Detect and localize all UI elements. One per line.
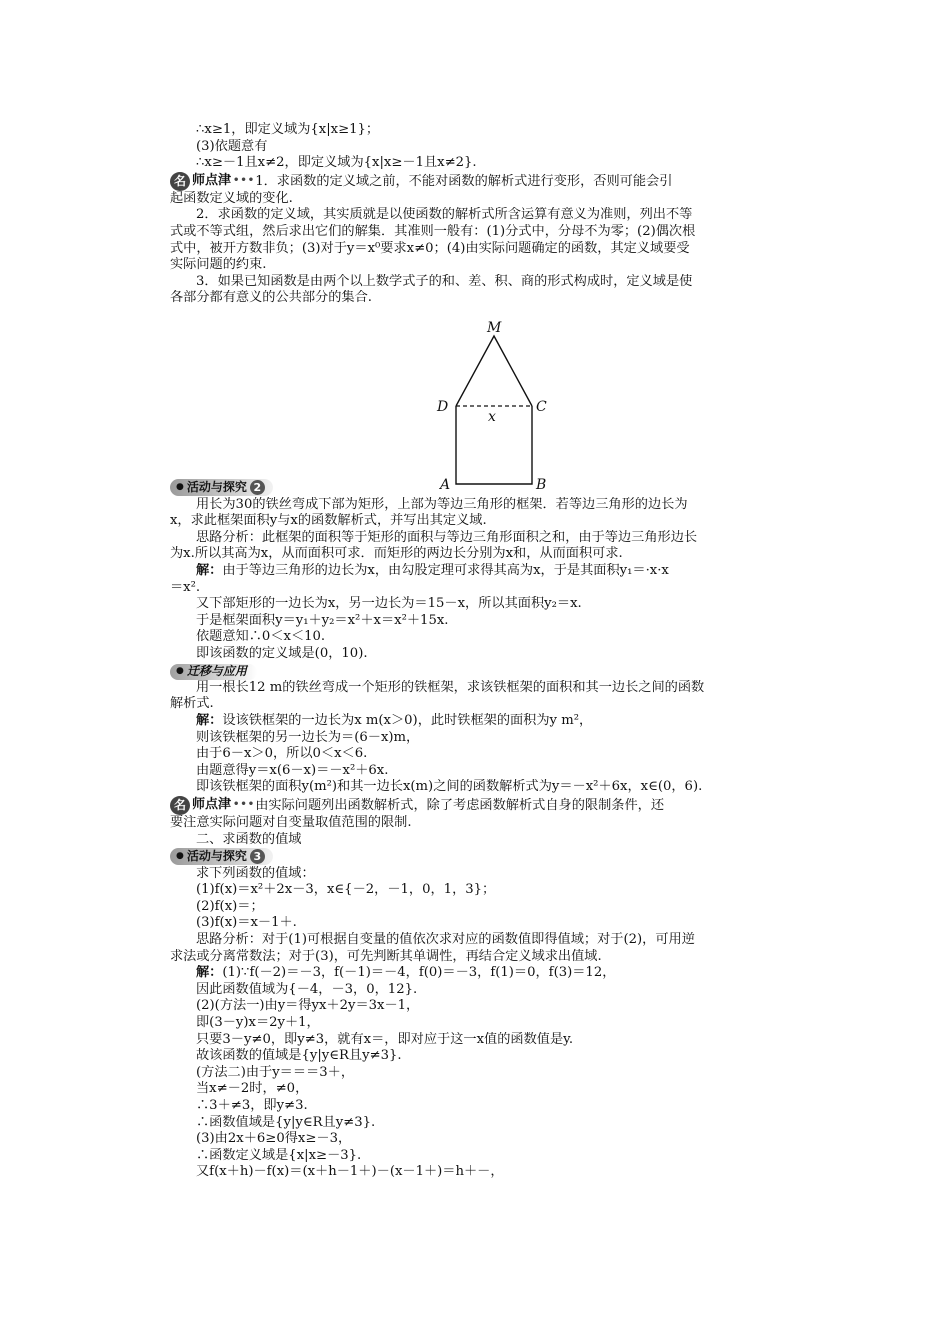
text-line: 用长为30的铁丝弯成下部为矩形，上部为等边三角形的框架．若等边三角形的边长为 (196, 496, 688, 512)
label-m: M (487, 320, 502, 336)
text-line: 因此函数值域为{－4，－3，0，12}. (196, 981, 418, 997)
label-d: D (437, 399, 449, 415)
text-line: 又下部矩形的一边长为x，另一边长为＝15－x，所以其面积y₂＝x. (196, 596, 582, 612)
label-c: C (536, 399, 547, 415)
bullet-icon: ● (176, 666, 184, 677)
activity-badge: ● 活动与探究 3 (170, 848, 273, 865)
text-line: 各部分都有意义的公共部分的集合. (170, 290, 373, 306)
frame-figure (432, 318, 562, 498)
text-line: 用一根长12 m的铁丝弯成一个矩形的铁框架，求该铁框架的面积和其一边长之间的函数 (196, 679, 705, 695)
text-line: 于是框架面积y＝y₁＋y₂＝x²＋x＝x²＋15x. (196, 612, 449, 628)
text-line: 1．求函数的定义域之前，不能对函数的解析式进行变形，否则可能会引 (255, 173, 673, 189)
text-line: (3)由2x＋6≥0得x≥－3， (196, 1131, 352, 1147)
text-line: 当x≠－2时，≠0， (196, 1081, 309, 1097)
text-line: ∴函数值域是{y|y∈R且y≠3}. (196, 1114, 376, 1130)
mingshi-badge: 名 师点津 ••• (170, 796, 255, 815)
text-line: 2．求函数的定义域，其实质就是以使函数的解析式所含运算有意义为准则，列出不等 (196, 207, 693, 223)
activity-badge: ● 活动与探究 2 (170, 479, 273, 496)
badge-circle-icon: 名 (170, 172, 190, 191)
text-line: (方法二)由于y＝＝＝3＋， (196, 1064, 355, 1080)
text-line: 即该函数的定义域是(0，10). (196, 645, 368, 661)
triangle-edges (456, 336, 532, 406)
text-line: 式或不等式组，然后求出它们的解集．其准则一般有：(1)分式中，分母不为零；(2)偶次根 (170, 223, 696, 239)
text-line: 只要3－y≠0，即y≠3，就有x＝，即对应于这一x值的函数值是y. (196, 1031, 574, 1047)
text-line: x，求此框架面积y与x的函数解析式，并写出其定义域. (170, 513, 487, 529)
text-line: 由于6－x＞0，所以0＜x＜6. (196, 746, 368, 762)
text-line: 求下列函数的值域： (196, 865, 315, 881)
note-line (170, 796, 815, 815)
text-line: 3．如果已知函数是由两个以上数学式子的和、差、积、商的形式构成时，定义域是使 (196, 273, 693, 289)
text-line: 思路分析：对于(1)可根据自变量的值依次求对应的函数值即得值域；对于(2)，可用逆 (196, 932, 695, 948)
badge-circle-icon: 名 (170, 796, 190, 815)
text-line: (3)依题意有 (196, 138, 268, 154)
solution-line: 解：(1)∵f(－2)＝－3，f(－1)＝－4，f(0)＝－3，f(1)＝0，f(3)＝12， (196, 965, 616, 981)
text-line: (1)f(x)＝x²＋2x－3，x∈{－2，－1，0，1，3}； (196, 882, 496, 898)
bullet-icon: ● (176, 482, 184, 493)
transfer-badge: ● 迁移与应用 (170, 664, 257, 680)
label-b: B (536, 477, 547, 493)
transfer-header (170, 662, 815, 679)
activity-header (170, 848, 815, 866)
text-line: (2)f(x)＝； (196, 898, 264, 914)
text-line: 由实际问题列出函数解析式，除了考虑函数解析式自身的限制条件，还 (255, 797, 665, 813)
text-line: ∴3＋≠3，即y≠3. (196, 1098, 308, 1114)
text-line: 为x.所以其高为x，从而面积可求．而矩形的两边长分别为x和，从而面积可求. (170, 546, 623, 562)
text-line: 依题意知∴0＜x＜10. (196, 629, 326, 645)
text-line: 即(3－y)x＝2y＋1， (196, 1015, 320, 1031)
text-line: 解析式. (170, 696, 214, 712)
text-line: 实际问题的约束. (170, 257, 267, 273)
text-line: 思路分析：此框架的面积等于矩形的面积与等边三角形面积之和，由于等边三角形边长 (196, 529, 698, 545)
label-x: x (488, 409, 496, 425)
bullet-icon: ● (176, 851, 184, 862)
text-line: 则该铁框架的另一边长为＝(6－x)m， (196, 729, 420, 745)
mingshi-badge: 名 师点津 ••• (170, 172, 255, 191)
text-line: (2)(方法一)由y＝得yx＋2y＝3x－1， (196, 998, 420, 1014)
text-line: ＝x². (170, 579, 201, 595)
note-line (170, 172, 815, 191)
text-line: ∴函数定义域是{x|x≥－3}. (196, 1147, 362, 1163)
label-a: A (440, 477, 451, 493)
document-page (170, 122, 815, 1181)
text-line: 要注意实际问题对自变量取值范围的限制. (170, 814, 412, 830)
section-title: 二、求函数的值域 (196, 831, 302, 847)
text-line: 故该函数的值域是{y|y∈R且y≠3}. (196, 1048, 402, 1064)
solution-line: 解：设该铁框架的一边长为x m(x＞0)，此时铁框架的面积为y m²， (196, 712, 593, 728)
solution-line: 解：由于等边三角形的边长为x，由勾股定理可求得其高为x，于是其面积y₁＝·x·x (196, 562, 669, 578)
text-line: 求法或分离常数法；对于(3)，可先判断其单调性，再结合定义域求出值域. (170, 948, 602, 964)
text-line: 即该铁框架的面积y(m²)和其一边长x(m)之间的函数解析式为y＝－x²＋6x，x∈(0，6). (196, 779, 703, 795)
text-line: (3)f(x)＝x－1＋. (196, 915, 297, 931)
text-line: 又f(x＋h)－f(x)＝(x＋h－1＋)－(x－1＋)＝h＋－， (196, 1164, 504, 1180)
text-line: 式中，被开方数非负；(3)对于y＝x⁰要求x≠0；(4)由实际问题确定的函数，其定义域要受 (170, 240, 690, 256)
text-line: ∴x≥1，即定义域为{x|x≥1}； (196, 122, 380, 137)
text-line: 起函数定义域的变化. (170, 190, 293, 206)
text-line: 由题意得y＝x(6－x)＝－x²＋6x. (196, 762, 389, 778)
text-line: ∴x≥－1且x≠2，即定义域为{x|x≥－1且x≠2}. (196, 155, 477, 171)
